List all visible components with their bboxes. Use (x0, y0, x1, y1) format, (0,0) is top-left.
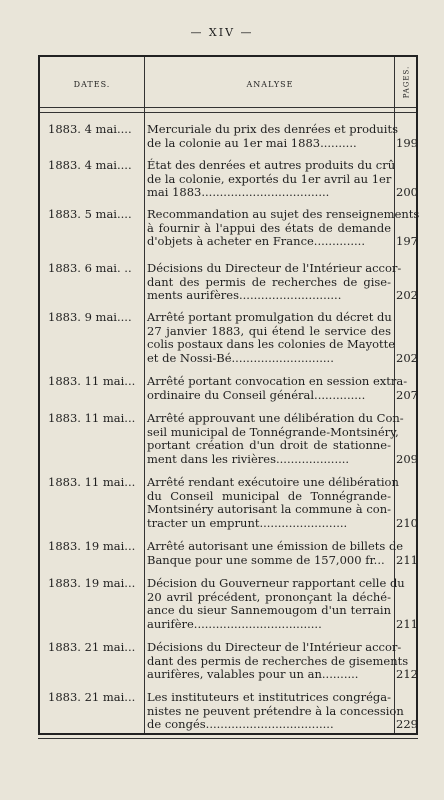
entry-analysis-line: Décisions du Directeur de l'Intérieur accor- (147, 640, 402, 654)
entry-date: 1883. 19 mai... (48, 576, 136, 590)
entry-analysis-line: tracter un emprunt........................ (147, 515, 348, 530)
entry-analysis-line: Mercuriale du prix des denrées et produits (147, 122, 398, 136)
entry-analysis-line: Les instituteurs et institutrices congréga- (147, 690, 391, 704)
entry-date: 1883. 11 mai... (48, 475, 136, 489)
entry-page-number: 210 (396, 515, 418, 530)
entry-analysis-line: Décisions du Directeur de l'Intérieur accor- (147, 261, 402, 275)
entry-analysis-line: ordinaire du Conseil général.............. (147, 387, 366, 402)
entry-analysis-line: ments aurifères............................ (147, 288, 342, 302)
entry-analysis (147, 576, 405, 631)
entry-analysis-line: de la colonie au 1er mai 1883.......... (147, 135, 357, 150)
entry-date: 1883. 5 mai.... (48, 207, 132, 221)
entry-date: 1883. 6 mai. .. (48, 261, 132, 275)
entry-analysis-line: mai 1883................................... (147, 185, 330, 199)
entry-page-number: 207 (396, 387, 418, 402)
column-divider-dates (144, 57, 145, 733)
entry-date: 1883. 4 mai.... (48, 122, 132, 136)
entry-analysis (147, 690, 404, 732)
bottom-rule (38, 738, 418, 739)
entry-analysis-line: portant création d'un droit de stationne- (147, 438, 391, 452)
entry-analysis-line: colis postaux dans les colonies de Mayotte (147, 337, 396, 351)
entry-analysis-line: Banque pour une somme de 157,000 fr... (147, 552, 385, 567)
entry-analysis (147, 539, 404, 567)
entry-analysis (147, 261, 402, 303)
entry-page-number: 212 (396, 667, 418, 681)
index-table (38, 55, 418, 735)
entry-analysis-line: aurifère................................... (147, 616, 322, 631)
entry-page-number: 197 (396, 234, 418, 248)
entry-page-number: 229 (396, 717, 418, 731)
entry-analysis (147, 122, 398, 150)
entry-analysis-line: de congés................................... (147, 717, 334, 731)
entry-page-number: 202 (396, 350, 418, 365)
entry-analysis (147, 411, 404, 466)
entry-analysis (147, 158, 396, 200)
column-header-pages-label: PAGES. (402, 65, 411, 99)
entry-analysis-line: aurifères, valables pour un an.......... (147, 667, 359, 681)
entry-page-number: 200 (396, 185, 418, 199)
entry-analysis-line: et de Nossi-Bé............................ (147, 350, 334, 365)
header-rule (40, 107, 416, 113)
column-header-dates: DATES. (73, 80, 111, 89)
entry-analysis-line: ance du sieur Sannemougom d'un terrain (147, 603, 391, 617)
entry-page-number: 211 (396, 552, 418, 567)
entry-date: 1883. 4 mai.... (48, 158, 132, 172)
entry-analysis-line: 27 janvier 1883, qui étend le service des (147, 323, 391, 338)
entry-date: 1883. 19 mai... (48, 539, 136, 553)
page-header: — XIV — (190, 26, 254, 39)
column-header-pages (396, 59, 416, 105)
entry-analysis-line: Recommandation au sujet des renseignements (147, 207, 420, 221)
entry-analysis (147, 310, 396, 365)
entry-page-number: 211 (396, 616, 418, 631)
entry-date: 1883. 21 mai... (48, 640, 136, 654)
entry-date: 1883. 11 mai... (48, 374, 136, 388)
entry-page-number: 209 (396, 451, 418, 466)
entry-date: 1883. 11 mai... (48, 411, 136, 425)
entry-analysis-line: du Conseil municipal de Tonnégrande- (147, 488, 391, 503)
entry-analysis-line: Décision du Gouverneur rapportant celle du (147, 576, 405, 590)
entry-analysis-line: dant des permis de recherches de gise- (147, 274, 391, 289)
entry-page-number: 202 (396, 288, 418, 302)
entry-analysis-line: Arrêté autorisant une émission de billets de (147, 539, 404, 553)
entry-analysis-line: Montsinéry autorisant la commune à con- (147, 502, 391, 516)
entry-analysis-line: Arrêté rendant exécutoire une délibération (147, 475, 399, 489)
entry-analysis-line: 20 avril précédent, prononçant la déché- (147, 589, 391, 604)
entry-analysis-line: ment dans les rivières.................... (147, 451, 350, 466)
entry-analysis-line: dant des permis de recherches de gisements (147, 653, 409, 668)
entry-analysis-line: Arrêté approuvant une délibération du Con- (147, 411, 404, 425)
entry-analysis (147, 475, 399, 530)
entry-date: 1883. 21 mai... (48, 690, 136, 704)
entry-analysis-line: Arrêté portant convocation en session extra- (147, 374, 408, 388)
entry-date: 1883. 9 mai.... (48, 310, 132, 324)
entry-analysis-line: nistes ne peuvent prétendre à la concession (147, 703, 404, 718)
column-header-analyse: ANALYSE (246, 80, 294, 89)
entry-analysis-line: d'objets à acheter en France.............. (147, 234, 365, 248)
entry-analysis-line: à fournir à l'appui des états de demande (147, 220, 391, 235)
entry-analysis-line: État des denrées et autres produits du crû (147, 158, 396, 172)
entry-page-number: 199 (396, 135, 418, 150)
entry-analysis-line: Arrêté portant promulgation du décret du (147, 310, 392, 324)
entry-analysis-line: seil municipal de Tonnégrande-Montsinéry, (147, 424, 399, 439)
entry-analysis-line: de la colonie, exportés du 1er avril au 1er (147, 171, 392, 186)
